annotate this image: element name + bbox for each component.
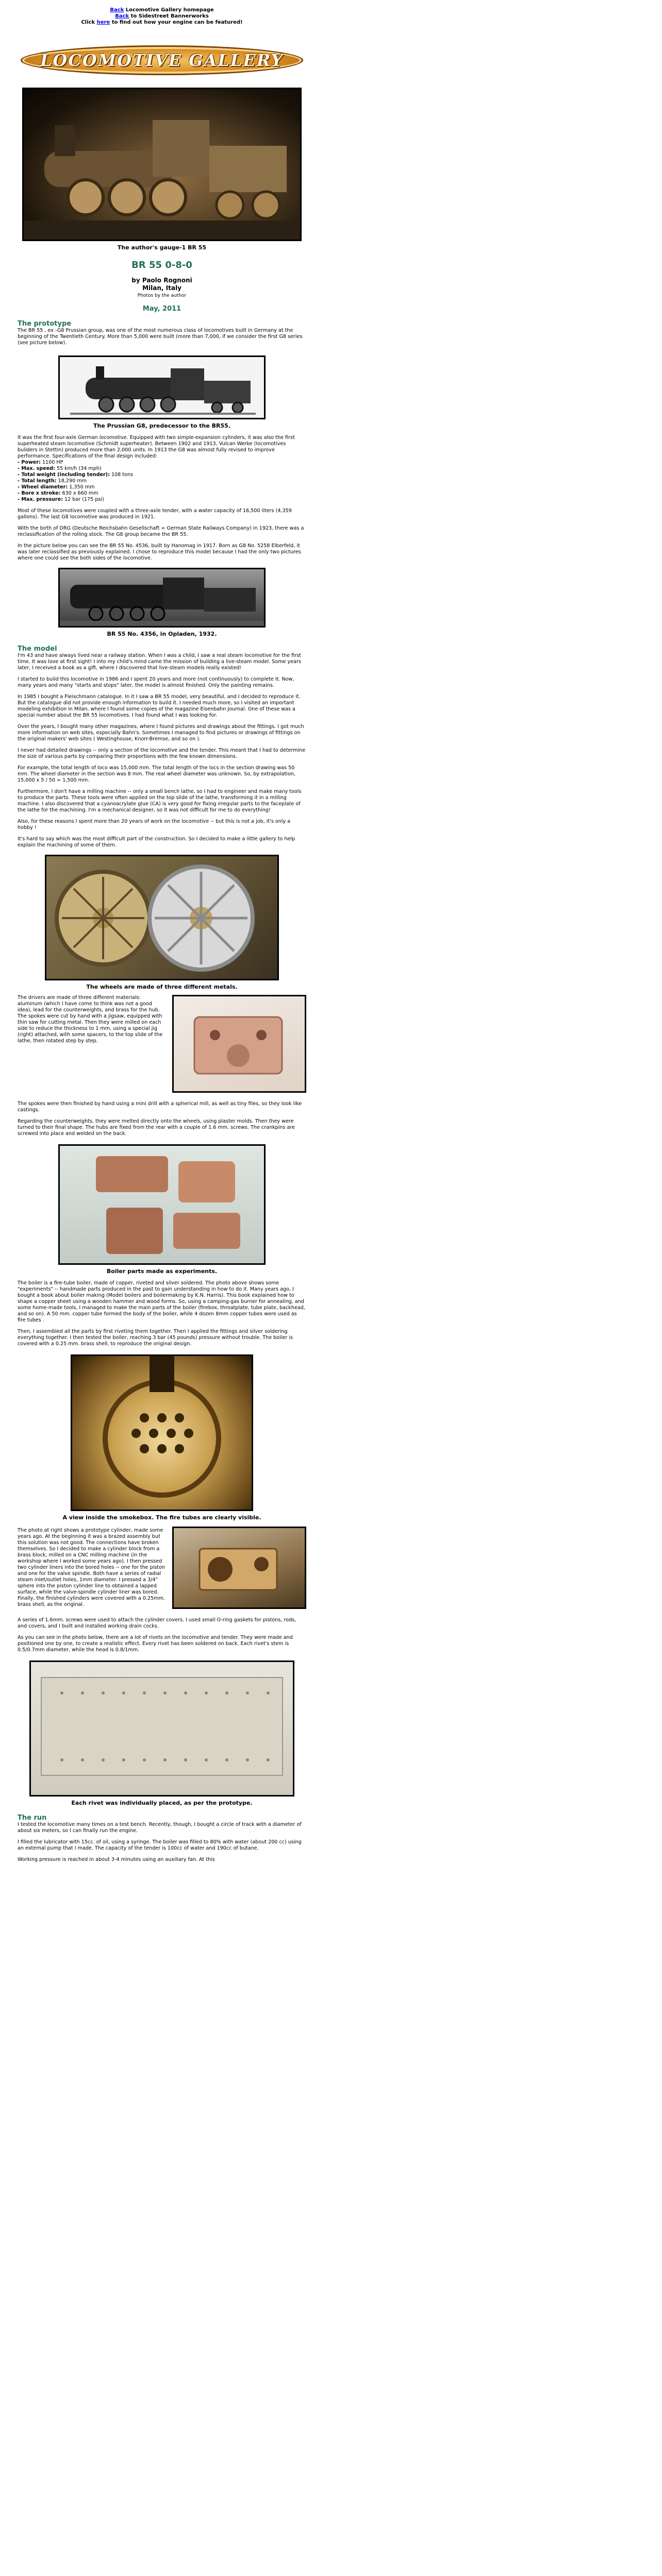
smokebox-photo [71,1354,253,1511]
model-p9: It's hard to say which was the most difficult part of the construction. So I decided to make a little gallery to help explain the machining of some of them. [18,836,295,848]
model-p1: I'm 43 and have always lived near a railway station. When I was a child, I saw a real steam locomotive for the first time. It was love at first sight! I into my child's mind came the mission of building a live-steam model. Some years later, I received a book as a gift, where I discovered that live-steam models really existed! [18,653,301,671]
spec-max-speed: - Max. speed: 55 km/h (34 mph) [18,466,102,471]
prototype-heading: The prototype [18,320,72,328]
run-p3: Working pressure is reached in about 3-4 minutes using an auxiliary fan. At this [18,1857,215,1862]
model-p7: Furthermore, I don't have a milling machine -- only a small bench lathe, so I had to engineer and make many tools to produce the parts. These tools were often applied on the top slide of the lathe, transforming it in a milling machine. I also discovered that a cyanoacrylate glue (CA) is very good for fixing irregular parts to the faceplate of the lathe for the machining. I'm a mechanical designer, so it was not difficult for me to do everything! [18,789,302,813]
model-p6: For example, the total length of loco was 15,000 mm. The total length of the locs in the section drawing was 50 mm. The wheel diameter in the section was 8 mm. The real wheel diameter was unknown. So, by extrapolation, 15,000 x 5 / 50 = 1,500 mm. [18,765,295,783]
locomotive-gallery-logo[interactable] [21,45,303,75]
model-p14: Then, I assembled all the parts by first riveting them together. Then I applied the fittings and silver soldering everything together. I then tested the boiler, reaching 3 bar (45 pounds) pressure without trouble. The boiler is covered with a 0.25 mm. brass shell, to reproduce the original design. [18,1329,293,1347]
smokebox-caption: A view inside the smokebox. The fire tubes are clearly visible. [62,1514,261,1521]
prototype-p4: With the birth of DRG (Deutsche Reichsbahn Gesellschaft = German State Railways Company) in 1923, there was a reclassification of the rolling stock. The G8 group became the BR 55. [18,526,304,537]
spec-wheel-diameter: - Wheel diameter: 1,350 mm [18,484,95,490]
model-heading: The model [18,645,57,653]
boiler-parts-photo [58,1144,266,1265]
spec-bore-stroke: - Bore x stroke: 630 x 660 mm [18,490,98,496]
wheels-caption: The wheels are made of three different metals. [86,984,238,990]
featured-here-link[interactable]: here [96,20,110,25]
br55-4356-image [60,569,264,626]
article-title: BR 55 0-8-0 [131,260,192,270]
nav-text-3a: Click [81,20,97,25]
nav-text-2: to Sidestreet Bannerworks [129,13,209,19]
logo-text: LOCOMOTIVE GALLERY [40,50,284,70]
rivets-image [31,1662,293,1795]
rivets-caption: Each rivet was individually placed, as per the prototype. [71,1800,253,1806]
spec-max-pressure: - Max. pressure: 12 bar (175 psi) [18,497,104,502]
jig-section [18,991,306,1096]
model-p16: A series of 1.6mm. screws were used to attach the cylinder covers. I used small O-ring gaskets for pistons, rods, and covers, and I built and installed working drain cocks. [18,1617,296,1629]
wheels-image [46,856,277,979]
back-bannerworks-link[interactable]: Back [115,13,129,19]
hero-locomotive-image [24,89,300,240]
br55-4356-photo [58,568,266,628]
model-p3: In 1985 I bought a Fleischmann catalogue. In it I saw a BR 55 model, very beautiful, and I decided to reproduce it. But the catalogue did not provide enough information to build it. I needed much more, so I visited an important modeling exhibition in Milan, where I found some copies of the magazine Eisenbahn Journal. One of these was a special number about the BR 55 locomotives. I had found what I was looking for. [18,694,301,718]
prototype-p5: In the picture below you can see the BR 55 No. 4536, built by Hanomag in 1917. Born as G8 No. 5258 Elberfeld, it was later reclassified as previously explained. I chose to reproduce this model because I had the only two pictures where one could see the both sides of the locomotive. [18,543,301,561]
jig-image [174,996,305,1091]
br55-4356-caption: BR 55 No. 4356, in Opladen, 1932. [107,631,217,637]
hero-caption: The author's gauge-1 BR 55 [117,244,207,251]
content-column [18,0,306,1863]
prototype-p3: Most of these locomotives were coupled with a three-axle tender, with a water capacity of 16,500 liters (4,359 gallons). The last G8 locomotive was produced in 1921. [18,508,292,520]
author: by Paolo Rognoni [131,277,192,284]
cylinder-section [18,1521,306,1612]
g8-photo [58,355,266,419]
prototype-p1: The BR 55 , ex -G8 Prussian group, was one of the most numerous class of locomotives built in Germany at the beginning of the Twentieth Century. More than 5,000 were built (more than 7,000, if we consider the first G8 series (see picture below). [18,328,303,346]
wheels-photo [45,855,279,980]
model-p2: I started to build this locomotive in 1986 and I spent 20 years and more (not continuously) to complete it. Now, many years and many "starts and stops" later, the model is almost finished. Only the painting remains. [18,676,294,688]
spec-power: - Power: 1100 HP [18,460,63,465]
smokebox-image [72,1356,252,1510]
back-homepage-link[interactable]: Back [110,7,124,13]
rivets-photo [29,1660,294,1797]
nav-text-3b: to find out how your engine can be featured! [110,20,243,25]
run-heading: The run [18,1814,47,1822]
byline [18,277,306,300]
boiler-parts-caption: Boiler parts made as experiments. [106,1268,218,1275]
article-date: May, 2011 [142,305,181,313]
run-p1: I tested the locomotive many times on a test bench. Recently, though, I bought a circle of track with a diameter of about six meters, so I can finally run the engine. [18,1822,302,1834]
spec-total-weight: - Total weight (including tender): 108 tons [18,472,134,478]
model-p10: The drivers are made of three different materials: aluminum (which I have come to think was not a good idea), lead for the counterweights, and brass for the hub. The spokes were cut by hand with a jigsaw, equipped with thin saw for cutting metal. Then they were milled on each side to reduce the thickness to 1 mm, using a special jig (right) attached, with some spacers, to the top slide of the lathe, then rotated step by step. [18,995,163,1044]
model-p11: The spokes were then finished by hand using a mini drill with a spherical mill, as well as tiny files, so they look like castings. [18,1101,302,1113]
cylinder-image [174,1528,305,1607]
top-navigation [18,0,306,26]
boiler-parts-image [60,1146,264,1263]
hero-photo [22,88,302,241]
model-p17: As you can see in the photo below, there are a lot of rivets on the locomotive and tender. They were made and positioned one by one, to create a realistic effect. Every rivet has been soldered on back. Each rivet's stem is 0.5/0.7mm diameter, while the head is 0.8/1mm. [18,1635,293,1653]
cylinder-photo [172,1527,306,1609]
model-p4: Over the years, I bought many other magazines, where I found pictures and drawings about the fittings. I got much more information on web sites, especially Bahn's. Sometimes I managed to find pictures or drawings of fittings on the original makers' web sites ( Westinghouse, Knorr-Bremse, and so on ). [18,724,304,742]
prototype-p2: It was the first four-axle German locomotive. Equipped with two simple-expansion cylinders, it was also the first superheated steam locomotive (Schmidt superheater). Between 1902 and 1913, Vulcan Werke (locomotives builders in Stettin) produced more than 2,000 units. In 1913 the G8 was almost fully revised to improve performance. Specifications of the final design included: [18,435,295,459]
g8-caption: The Prussian G8, predecessor to the BR55. [93,422,230,429]
model-p8: Also, for these reasons I spent more than 20 years of work on the locomotive -- but this is not a job, it's only a hobby ! [18,819,291,831]
spec-list [18,460,306,503]
spec-total-length: - Total length: 18,290 mm [18,478,87,484]
location: Milan, Italy [142,284,181,292]
nav-text-1: Locomotive Gallery homepage [124,7,214,13]
photo-credit: Photos by the author [137,293,187,298]
model-p12: Regarding the counterweights, they were melted directly onto the wheels, using plaster molds. Then they were turned to their final shape. The hubs are fixed from the rear with a couple of 1.6 mm. screws. The crankpins are screwed into place and welded on the back. [18,1118,295,1137]
jig-photo [172,995,306,1093]
model-p5: I never had detailed drawings -- only a section of the locomotive and the tender. This meant that I had to determine the size of various parts by comparing their proportions with the few known dimensions. [18,748,306,759]
g8-locomotive-image [60,357,264,418]
model-p15: The photo at right shows a prototype cylinder, made some years ago. At the beginning it was a brazed assembly but this solution was not good. The connections have broken themselves. So I decided to make a cylinder block from a brass block, milled on a CNC milling machine (in the workshop where I worked some years ago). I then pressed two cylinder liners into the bored holes -- one for the piston and one for the valve spindle. Both have a series of radial steam inlet/outlet holes, 1mm diameter. I pressed a 3/4" sphere into the piston cylinder line to obtained a lapped surface, while the valve-spindle cylinder liner was bored. Finally, the finished cylinders were covered with a 0.25mm. brass shell, as the original. [18,1528,166,1607]
model-p13: The boiler is a fire-tube boiler, made of copper, riveted and silver soldered. The photo above shows some "experiments" -- handmade parts produced in the past to gain understanding in how to do it. Many years ago, I bought a book about boiler making (Model boilers and boilermaking by K.N. Harris). This book explained how to shape a copper sheet using a wooden hammer and wood forms. So, using a camping-gas burner for annealing, and some home-made tools, I managed to make the main parts of the boiler (firebox, throatplate, tube plate, backhead, and so on). A 50 mm. copper tube formed the body of the boiler, while 4 dozen 8mm copper tubes were used as fire tubes . [18,1280,305,1323]
run-p2: I filled the lubricator with 15cc. of oil, using a syringe. The boiler was filled to 80% with water (about 200 cc) using an external pump that I made. The capacity of the tender is 100cc of water and 190cc of butane. [18,1839,302,1851]
